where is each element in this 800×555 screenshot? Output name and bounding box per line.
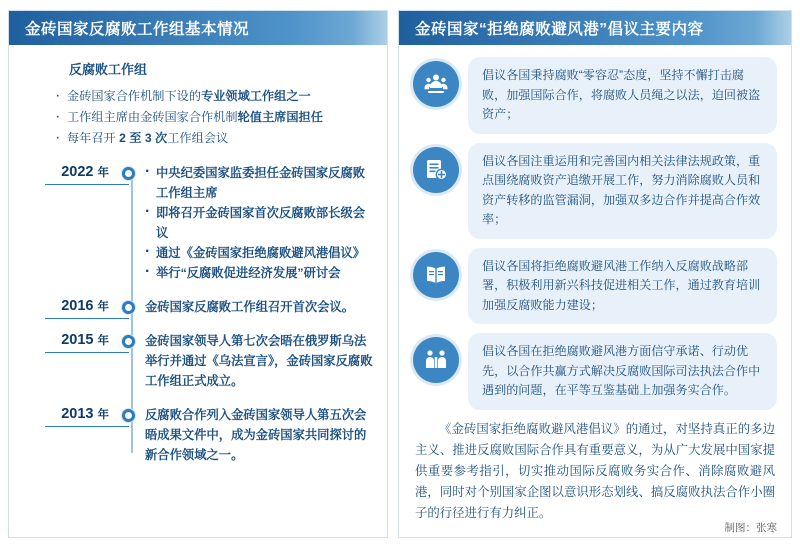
timeline-year [27, 297, 115, 314]
timeline-line: · 通过《金砖国家拒绝腐败避风港倡议》 [145, 243, 373, 263]
timeline-text [141, 331, 373, 391]
list-item [413, 333, 777, 410]
timeline-dot-icon [122, 335, 135, 348]
year-underline [45, 184, 129, 185]
timeline-row [27, 163, 373, 283]
timeline-year-value: 2022 [61, 164, 94, 180]
timeline-dot-wrap [115, 331, 141, 348]
timeline-line: · 举行“反腐败促进经济发展”研讨会 [145, 263, 373, 283]
timeline-year-value: 2015 [61, 332, 94, 348]
timeline-dot-wrap [115, 297, 141, 314]
list-item [413, 57, 777, 134]
timeline [27, 163, 373, 465]
list-item: · 工作组主席由金砖国家合作机制轮值主席国担任 [55, 107, 373, 128]
timeline-year-unit: 年 [97, 301, 109, 313]
right-panel [398, 10, 792, 538]
advocacy-card [468, 57, 777, 134]
handshake-people-icon [413, 337, 459, 383]
right-panel-body [399, 45, 791, 539]
timeline-dot-icon [122, 409, 135, 422]
timeline-dot-wrap [115, 405, 141, 422]
year-underline [45, 352, 129, 353]
timeline-dot-icon [122, 301, 135, 314]
list-item [413, 248, 777, 325]
credit-label: 制图：张寒 [724, 522, 777, 534]
timeline-dot-icon [122, 167, 135, 180]
timeline-line: 金砖国家反腐败工作组召开首次会议。 [145, 300, 355, 314]
year-underline [45, 426, 129, 427]
timeline-year-unit: 年 [97, 409, 109, 421]
advocacy-card [468, 333, 777, 410]
left-panel-header [9, 11, 387, 45]
timeline-year [27, 405, 115, 422]
timeline-year [27, 331, 115, 348]
timeline-line: · 中央纪委国家监委担任金砖国家反腐败工作组主席 [145, 163, 373, 203]
left-panel-body [9, 45, 387, 539]
timeline-line: · 即将召开金砖国家首次反腐败部长级会议 [145, 203, 373, 243]
advocacy-text: 倡议各国在拒绝腐败避风港方面信守承诺、行动优先，以合作共赢方式解决反腐败国际司法执法合作中遇到的问题，在平等互鉴基础上加强务实合作。 [482, 344, 761, 397]
law-document-icon [413, 147, 459, 193]
timeline-line: 金砖国家领导人第七次会晤在俄罗斯乌法举行并通过《乌法宣言》，金砖国家反腐败工作组正式成立。 [145, 334, 373, 388]
timeline-text [141, 405, 373, 465]
timeline-row [27, 297, 373, 317]
left-panel [8, 10, 388, 538]
timeline-row [27, 331, 373, 391]
timeline-line: 反腐败合作列入金砖国家领导人第五次会晤成果文件中，成为金砖国家共同探讨的新合作领域之一。 [145, 408, 367, 462]
right-panel-header [399, 11, 791, 45]
right-panel-title: 金砖国家“拒绝腐败避风港”倡议主要内容 [415, 21, 704, 38]
open-book-icon [413, 252, 459, 298]
advocacy-text: 倡议各国秉持腐败“零容忍”态度，坚持不懈打击腐败，加强国际合作，将腐败人员绳之以法，迫回被盗资产； [482, 68, 761, 121]
timeline-year-value: 2016 [61, 298, 94, 314]
intro-title: 反腐败工作组 [69, 62, 148, 77]
timeline-year-unit: 年 [97, 167, 109, 179]
closing-paragraph: 《金砖国家拒绝腐败避风港倡议》的通过，对坚持真正的多边主义、推进反腐败国际合作具有重要意义，为从广大发展中国家提供重要参考指引，切实推动国际反腐败务实合作、消除腐败避风港，同时对个别国家企图以意识形态划线、搞反腐败执法合作小圈子的行径进行有力纠正。 [415, 421, 775, 520]
timeline-year [27, 163, 115, 180]
advocacy-text: 倡议各国注重运用和完善国内相关法律法规政策，重点围绕腐败资产追缴开展工作，努力消除腐败人员和资产转移的监管漏洞，加强双多边合作并提高合作效率； [482, 153, 761, 226]
list-item [413, 143, 777, 239]
timeline-row [27, 405, 373, 465]
timeline-year-value: 2013 [61, 406, 94, 422]
advocacy-card [468, 248, 777, 325]
timeline-year-unit: 年 [97, 335, 109, 347]
people-group-icon [413, 61, 459, 107]
list-item: · 每年召开 2 至 3 次工作组会议 [55, 128, 373, 149]
timeline-text [141, 163, 373, 283]
timeline-text [141, 297, 373, 317]
left-panel-title: 金砖国家反腐败工作组基本情况 [25, 21, 250, 38]
list-item: · 金砖国家合作机制下设的专业领域工作组之一 [55, 86, 373, 107]
year-underline [45, 318, 129, 319]
intro-list [55, 86, 373, 149]
advocacy-text: 倡议各国将拒绝腐败避风港工作纳入反腐败战略部署，积极利用新兴科技促进相关工作，通过教育培训加强反腐败能力建设； [482, 258, 761, 312]
advocacy-card [468, 143, 777, 239]
timeline-dot-wrap [115, 163, 141, 180]
